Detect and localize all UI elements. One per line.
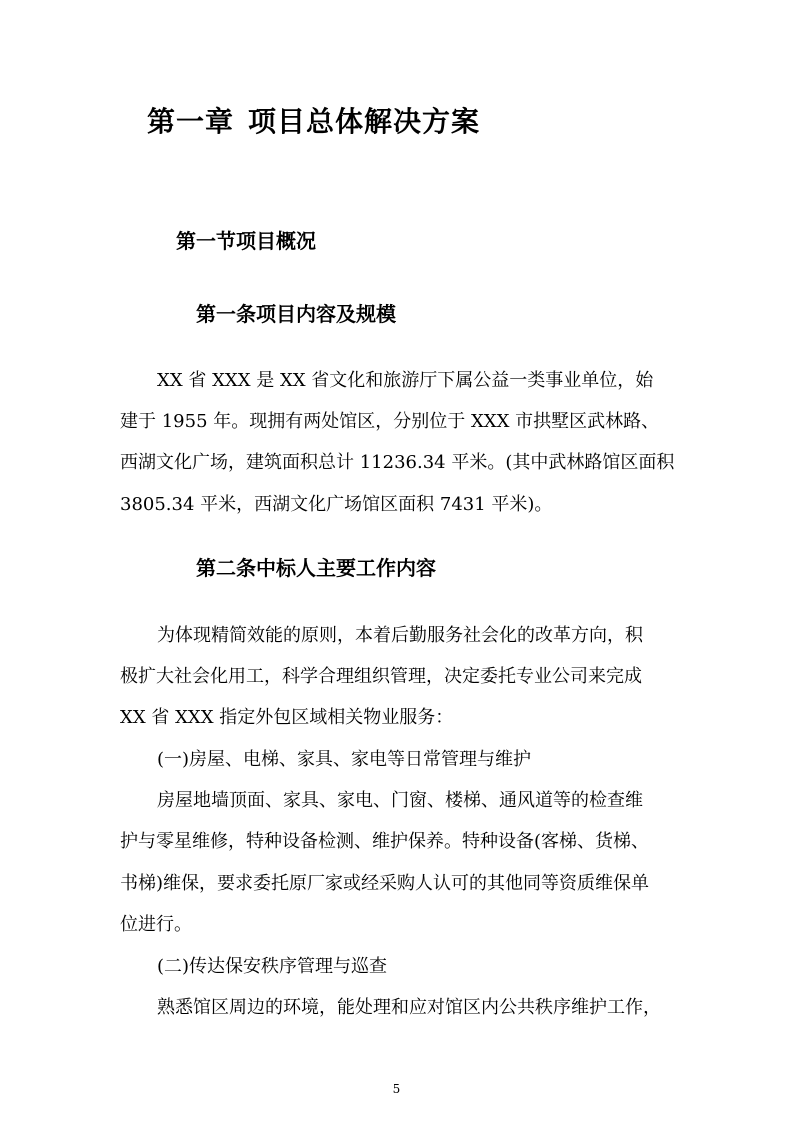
- item-1-heading: (一)房屋、电梯、家具、家电等日常管理与维护: [157, 749, 532, 770]
- article-1-line-4: 3805.34 平米，西湖文化广场馆区面积 7431 平米)。: [120, 494, 553, 515]
- article-1-line-3: 西湖文化广场，建筑面积总计 11236.34 平米。(其中武林路馆区面积: [120, 452, 675, 473]
- item-1-line-4: 位进行。: [120, 914, 192, 935]
- chapter-title: [147, 100, 480, 140]
- item-2-heading: (二)传达保安秩序管理与巡查: [157, 956, 388, 977]
- item-1-line-2: 护与零星维修，特种设备检测、维护保养。特种设备(客梯、货梯、: [120, 831, 650, 852]
- item-1-line-1: 房屋地墙顶面、家具、家电、门窗、楼梯、通风道等的检查维: [157, 790, 643, 811]
- section-title: 第一节项目概况: [176, 229, 316, 253]
- article-2-intro-line-2: 极扩大社会化用工，科学合理组织管理，决定委托专业公司来完成: [120, 666, 642, 687]
- article-2-intro-line-1: 为体现精简效能的原则，本着后勤服务社会化的改革方向，积: [157, 625, 643, 646]
- item-2-line-1: 熟悉馆区周边的环境，能处理和应对馆区内公共秩序维护工作，: [157, 997, 661, 1018]
- article-1-title: 第一条项目内容及规模: [196, 302, 396, 326]
- page-number: 5: [392, 1082, 401, 1096]
- chapter-number: 第一章: [147, 105, 235, 138]
- article-1-line-2: 建于 1955 年。现拥有两处馆区，分别位于 XXX 市拱墅区武林路、: [120, 411, 660, 432]
- article-2-title: 第二条中标人主要工作内容: [196, 556, 436, 580]
- item-1-line-3: 书梯)维保，要求委托原厂家或经采购人认可的其他同等资质维保单: [120, 873, 650, 894]
- article-1-line-1: XX 省 XXX 是 XX 省文化和旅游厅下属公益一类事业单位，始: [157, 370, 654, 391]
- chapter-name: 项目总体解决方案: [248, 105, 481, 138]
- article-2-intro-line-3: XX 省 XXX 指定外包区域相关物业服务：: [120, 707, 454, 728]
